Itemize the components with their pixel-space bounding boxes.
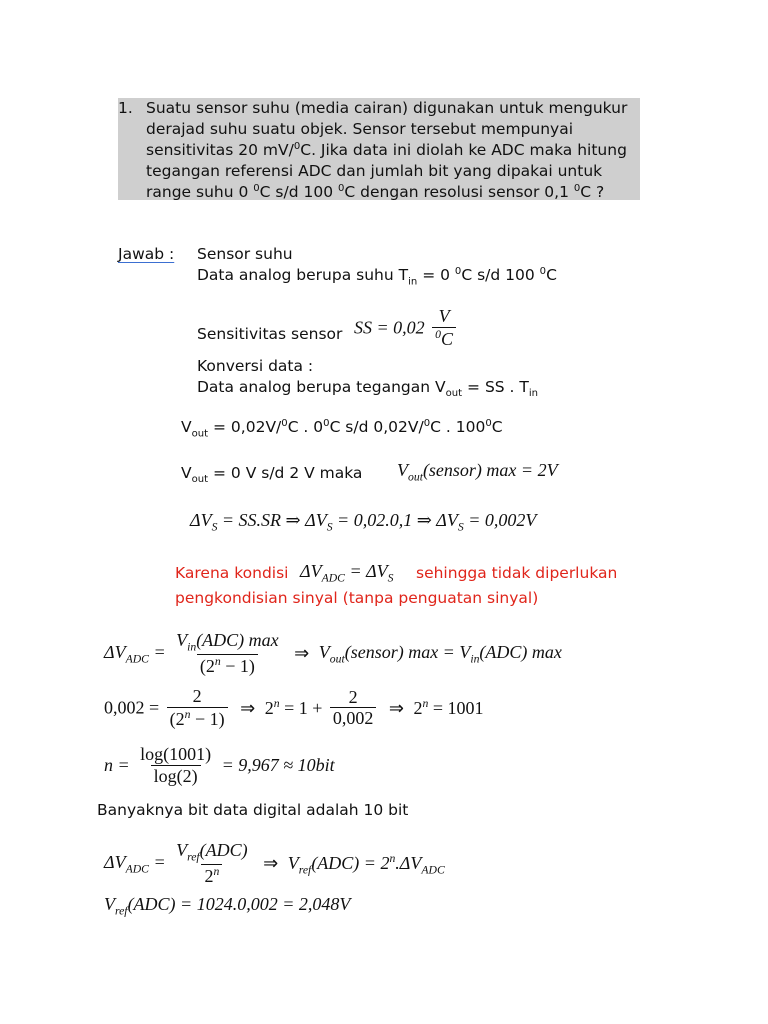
- analog-line: Data analog berupa suhu $T_{in} = 0$ $^0$C s/d 100 $^0$C: [197, 266, 557, 288]
- equation-delta-vadc: $\Delta V_{ADC}$ = $\frac{V_{in}(ADC) \max}{(2^n - 1)}$ ⇒ $V_{out}(sensor) \max = V_{in}(ADC)$ max: [104, 630, 562, 677]
- vout-line-1: $V_{out} = 0,02V/^0C$ . $0^0C$ s/d 0,02V/$^0$C . $100^0C$: [181, 418, 503, 440]
- condition-formula: $\Delta V_{ADC} = \Delta V_S$: [300, 561, 394, 585]
- vout-max-formula: $V_{out}(sensor) \max = 2V$: [397, 460, 558, 484]
- sensitivity-label: Sensitivitas sensor: [197, 325, 343, 343]
- condition-line-2: pengkondisian sinyal (tanpa penguatan sinyal): [175, 589, 539, 607]
- condition-line-1: Karena kondisi: [175, 564, 289, 582]
- ss-formula: SS = 0,02 $\frac{V}{^0C}$: [354, 306, 459, 350]
- question-line-5: range suhu 0 $^0$C s/d 100 $^0$C dengan resolusi sensor 0,1 $^0$C ?: [146, 183, 605, 202]
- question-line-4: tegangan referensi ADC dan jumlah bit yang dipakai untuk: [146, 162, 603, 180]
- sensor-title: Sensor suhu: [197, 245, 293, 263]
- question-line-1: Suatu sensor suhu (media cairan) digunakan untuk mengukur: [146, 99, 628, 117]
- equation-solve-n: 0,002 = $\frac{2}{(2^n - 1)}$ ⇒ $2^n = 1$ + $\frac{2}{0,002}$ ⇒ $2^n = 1001$: [104, 686, 484, 729]
- question-line-3: sensitivitas 20 mV/$^0$C. Jika data ini diolah ke ADC maka hitung: [146, 141, 627, 160]
- question-number: 1.: [118, 99, 133, 117]
- konversi-label: Konversi data :: [197, 357, 314, 375]
- equation-vref-result: $V_{ref}(ADC) = 1024.0,002 = 2,048V$: [104, 894, 351, 918]
- equation-log: n = $\frac{\log(1001)}{\log(2)}$ = 9,967 ≈ 10bit: [104, 744, 335, 786]
- delta-vs-formula: $\Delta V_S = SS.SR$ ⇒ $\Delta V_S = 0,02.0,1$ ⇒ $\Delta V_S = 0,002V$: [190, 510, 537, 534]
- condition-line-1-end: sehingga tidak diperlukan: [416, 564, 618, 582]
- konversi-line: Data analog berupa tegangan $V_{out}$ = SS . $T_{in}$: [197, 378, 539, 400]
- vout-line-2: $V_{out} = 0$ V s/d 2 V maka: [181, 464, 363, 486]
- question-line-2: derajad suhu suatu objek. Sensor tersebut mempunyai: [146, 120, 574, 138]
- bits-result-line: Banyaknya bit data digital adalah 10 bit: [97, 801, 409, 819]
- equation-vref: $\Delta V_{ADC}$ = $\frac{V_{ref}(ADC)}{2^n}$ ⇒ $V_{ref}(ADC) = 2^n.\Delta V_{ADC}$: [104, 840, 445, 887]
- jawab-label: Jawab :: [118, 245, 175, 263]
